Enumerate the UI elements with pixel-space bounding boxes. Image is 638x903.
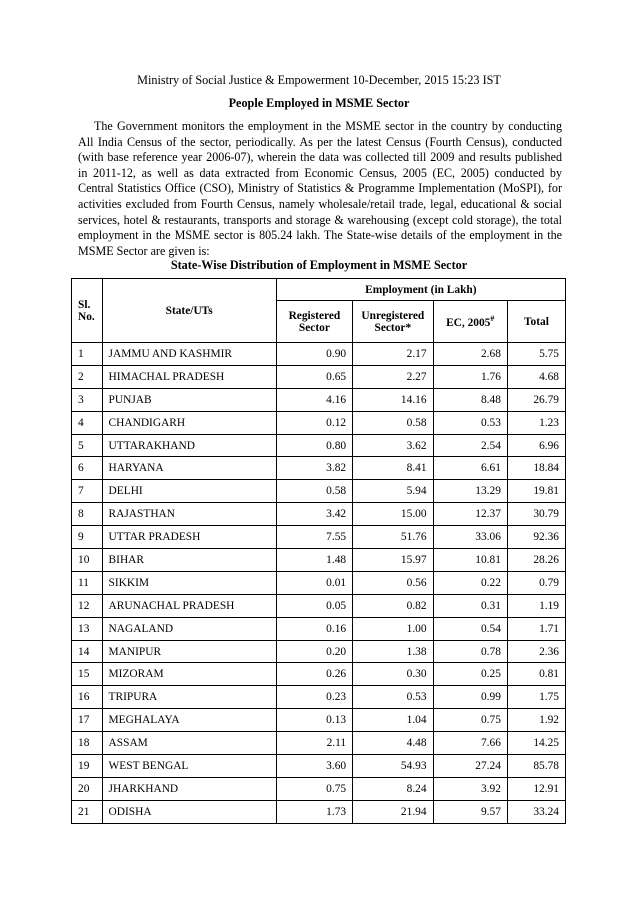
cell-sl-no: 2 [72, 365, 103, 388]
table-row [72, 732, 566, 755]
table-row [72, 411, 566, 434]
cell-ec2005: 13.29 [433, 480, 507, 503]
cell-state: MEGHALAYA [102, 709, 276, 732]
header-ec2005-label: EC, 2005 [446, 316, 491, 329]
cell-registered: 0.13 [276, 709, 352, 732]
cell-unregistered: 54.93 [353, 755, 433, 778]
cell-registered: 3.82 [276, 457, 352, 480]
cell-state: UTTAR PRADESH [102, 526, 276, 549]
cell-unregistered: 0.58 [353, 411, 433, 434]
cell-total: 2.36 [507, 640, 565, 663]
table-row [72, 755, 566, 778]
cell-total: 6.96 [507, 434, 565, 457]
cell-ec2005: 7.66 [433, 732, 507, 755]
table-row [72, 571, 566, 594]
cell-ec2005: 33.06 [433, 526, 507, 549]
cell-state: JAMMU AND KASHMIR [102, 343, 276, 366]
cell-state: PUNJAB [102, 388, 276, 411]
cell-registered: 0.12 [276, 411, 352, 434]
cell-ec2005: 0.78 [433, 640, 507, 663]
cell-total: 28.26 [507, 549, 565, 572]
cell-total: 26.79 [507, 388, 565, 411]
cell-unregistered: 15.97 [353, 549, 433, 572]
cell-total: 18.84 [507, 457, 565, 480]
cell-unregistered: 2.27 [353, 365, 433, 388]
table-row [72, 617, 566, 640]
table-row [72, 365, 566, 388]
table-row [72, 434, 566, 457]
cell-total: 1.23 [507, 411, 565, 434]
cell-total: 5.75 [507, 343, 565, 366]
table-row [72, 503, 566, 526]
cell-state: WEST BENGAL [102, 755, 276, 778]
cell-registered: 4.16 [276, 388, 352, 411]
cell-registered: 0.80 [276, 434, 352, 457]
cell-total: 1.92 [507, 709, 565, 732]
cell-sl-no: 9 [72, 526, 103, 549]
table-row [72, 343, 566, 366]
cell-sl-no: 5 [72, 434, 103, 457]
cell-state: SIKKIM [102, 571, 276, 594]
cell-sl-no: 10 [72, 549, 103, 572]
cell-sl-no: 21 [72, 800, 103, 823]
cell-state: MIZORAM [102, 663, 276, 686]
cell-registered: 7.55 [276, 526, 352, 549]
cell-total: 1.75 [507, 686, 565, 709]
header-registered: Registered Sector [276, 301, 352, 343]
cell-ec2005: 8.48 [433, 388, 507, 411]
table-row [72, 549, 566, 572]
header-total: Total [507, 301, 565, 343]
cell-unregistered: 1.00 [353, 617, 433, 640]
cell-total: 19.81 [507, 480, 565, 503]
table-row [72, 663, 566, 686]
table-row [72, 709, 566, 732]
cell-ec2005: 9.57 [433, 800, 507, 823]
cell-unregistered: 5.94 [353, 480, 433, 503]
cell-registered: 0.01 [276, 571, 352, 594]
cell-total: 4.68 [507, 365, 565, 388]
cell-sl-no: 18 [72, 732, 103, 755]
cell-total: 14.25 [507, 732, 565, 755]
cell-total: 12.91 [507, 777, 565, 800]
cell-total: 92.36 [507, 526, 565, 549]
table-title: State-Wise Distribution of Employment in MSME Sector [170, 258, 468, 272]
cell-sl-no: 11 [72, 571, 103, 594]
cell-state: HARYANA [102, 457, 276, 480]
table-row [72, 640, 566, 663]
employment-table [71, 278, 566, 824]
cell-unregistered: 8.41 [353, 457, 433, 480]
cell-state: DELHI [102, 480, 276, 503]
cell-sl-no: 16 [72, 686, 103, 709]
cell-ec2005: 27.24 [433, 755, 507, 778]
cell-registered: 1.48 [276, 549, 352, 572]
table-row [72, 594, 566, 617]
cell-sl-no: 7 [72, 480, 103, 503]
cell-sl-no: 20 [72, 777, 103, 800]
cell-unregistered: 1.38 [353, 640, 433, 663]
cell-registered: 0.23 [276, 686, 352, 709]
cell-total: 0.79 [507, 571, 565, 594]
cell-registered: 2.11 [276, 732, 352, 755]
header-unregistered: Unregistered Sector* [353, 301, 433, 343]
cell-ec2005: 0.75 [433, 709, 507, 732]
cell-ec2005: 2.54 [433, 434, 507, 457]
cell-ec2005: 0.31 [433, 594, 507, 617]
table-row [72, 686, 566, 709]
cell-registered: 0.20 [276, 640, 352, 663]
cell-ec2005: 1.76 [433, 365, 507, 388]
cell-unregistered: 14.16 [353, 388, 433, 411]
cell-ec2005: 0.54 [433, 617, 507, 640]
cell-registered: 0.05 [276, 594, 352, 617]
cell-registered: 0.90 [276, 343, 352, 366]
cell-unregistered: 3.62 [353, 434, 433, 457]
cell-state: ODISHA [102, 800, 276, 823]
cell-sl-no: 6 [72, 457, 103, 480]
cell-total: 1.71 [507, 617, 565, 640]
cell-unregistered: 0.53 [353, 686, 433, 709]
cell-state: UTTARAKHAND [102, 434, 276, 457]
cell-registered: 0.16 [276, 617, 352, 640]
header-state: State/UTs [102, 279, 276, 343]
table-row [72, 457, 566, 480]
cell-sl-no: 13 [72, 617, 103, 640]
cell-ec2005: 3.92 [433, 777, 507, 800]
cell-registered: 3.60 [276, 755, 352, 778]
cell-unregistered: 8.24 [353, 777, 433, 800]
table-row [72, 480, 566, 503]
cell-sl-no: 15 [72, 663, 103, 686]
cell-unregistered: 1.04 [353, 709, 433, 732]
cell-sl-no: 19 [72, 755, 103, 778]
cell-state: BIHAR [102, 549, 276, 572]
cell-unregistered: 4.48 [353, 732, 433, 755]
cell-registered: 0.58 [276, 480, 352, 503]
cell-state: NAGALAND [102, 617, 276, 640]
cell-state: TRIPURA [102, 686, 276, 709]
cell-ec2005: 6.61 [433, 457, 507, 480]
header-sl-no: Sl. No. [72, 279, 103, 343]
cell-unregistered: 21.94 [353, 800, 433, 823]
cell-ec2005: 10.81 [433, 549, 507, 572]
cell-sl-no: 12 [72, 594, 103, 617]
cell-state: ASSAM [102, 732, 276, 755]
cell-unregistered: 2.17 [353, 343, 433, 366]
cell-total: 85.78 [507, 755, 565, 778]
cell-ec2005: 0.99 [433, 686, 507, 709]
cell-registered: 0.75 [276, 777, 352, 800]
cell-ec2005: 0.22 [433, 571, 507, 594]
cell-state: HIMACHAL PRADESH [102, 365, 276, 388]
cell-registered: 1.73 [276, 800, 352, 823]
cell-sl-no: 1 [72, 343, 103, 366]
header-employment-group: Employment (in Lakh) [276, 279, 565, 301]
cell-unregistered: 0.82 [353, 594, 433, 617]
cell-ec2005: 0.25 [433, 663, 507, 686]
cell-ec2005: 0.53 [433, 411, 507, 434]
header-ec2005-mark: # [490, 314, 495, 324]
cell-total: 1.19 [507, 594, 565, 617]
cell-unregistered: 0.56 [353, 571, 433, 594]
cell-registered: 0.26 [276, 663, 352, 686]
document-heading: People Employed in MSME Sector [228, 96, 410, 110]
cell-state: JHARKHAND [102, 777, 276, 800]
table-row [72, 800, 566, 823]
cell-sl-no: 8 [72, 503, 103, 526]
table-row [72, 388, 566, 411]
cell-ec2005: 12.37 [433, 503, 507, 526]
cell-registered: 3.42 [276, 503, 352, 526]
cell-state: CHANDIGARH [102, 411, 276, 434]
cell-registered: 0.65 [276, 365, 352, 388]
cell-state: RAJASTHAN [102, 503, 276, 526]
cell-sl-no: 4 [72, 411, 103, 434]
body-paragraph: The Government monitors the employment in the MSME sector in the country by conducting All India Census of the sector, periodically. As per the latest Census (Fourth Census), conducted (with base reference year 2006-07), wherein the data was collected till 2009 and results published in 2011-12, as well as data extracted from Economic Census, 2005 (EC, 2005) conducted by Central Statistics Office (CSO), Ministry of Statistics & Programme Implementation (MoSPI), for activities excluded from Fourth Census, namely wholesale/retail trade, legal, educational & social services, hotel & restaurants, transports and storage & warehousing (except cold storage), the total employment in the MSME sector is 805.24 lakh. The State-wise details of the employment in the MSME Sector are given is: [78, 119, 562, 258]
cell-unregistered: 0.30 [353, 663, 433, 686]
table-row [72, 526, 566, 549]
cell-total: 30.79 [507, 503, 565, 526]
cell-unregistered: 15.00 [353, 503, 433, 526]
cell-state: MANIPUR [102, 640, 276, 663]
press-release-header: Ministry of Social Justice & Empowerment 10-December, 2015 15:23 IST [137, 73, 501, 87]
header-ec2005 [433, 301, 507, 343]
cell-sl-no: 14 [72, 640, 103, 663]
cell-ec2005: 2.68 [433, 343, 507, 366]
cell-state: ARUNACHAL PRADESH [102, 594, 276, 617]
cell-unregistered: 51.76 [353, 526, 433, 549]
table-row [72, 777, 566, 800]
cell-total: 0.81 [507, 663, 565, 686]
table-body [72, 343, 566, 824]
cell-sl-no: 17 [72, 709, 103, 732]
cell-sl-no: 3 [72, 388, 103, 411]
cell-total: 33.24 [507, 800, 565, 823]
